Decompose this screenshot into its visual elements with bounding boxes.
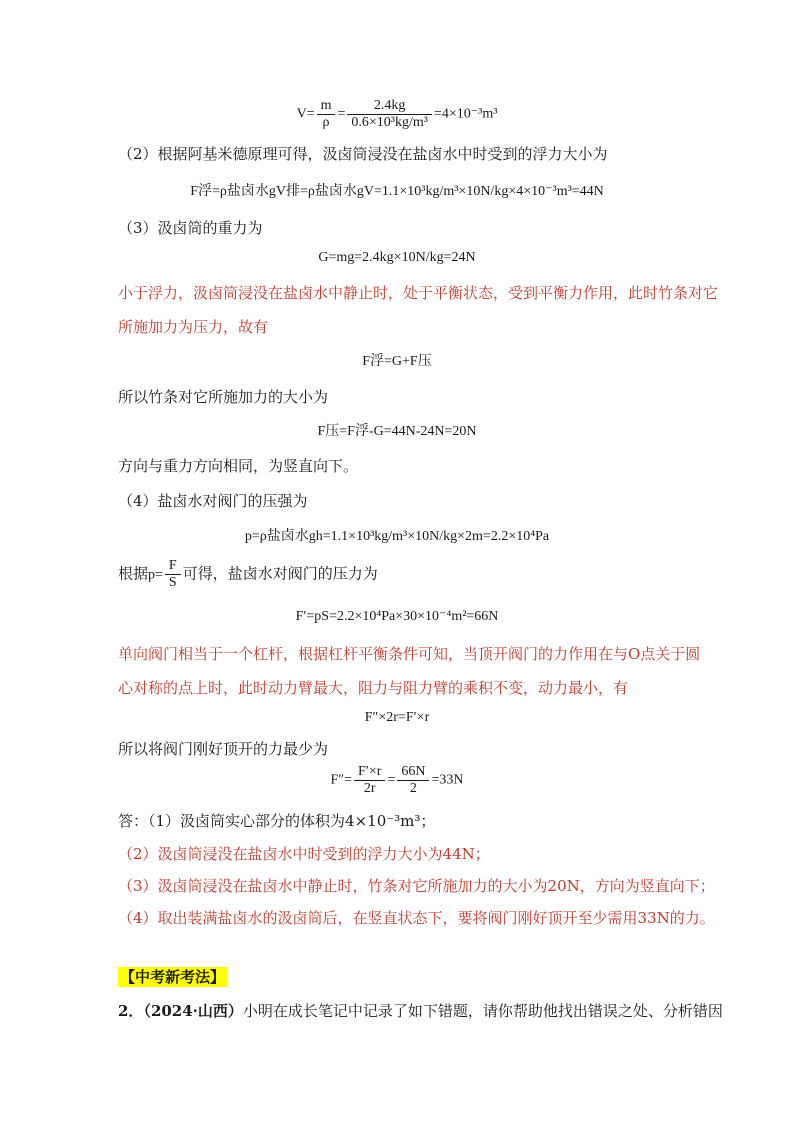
paragraph-6: 所以将阀门刚好顶开的力最少为 bbox=[118, 740, 329, 758]
step-3-text: （3）汲卤筒的重力为 bbox=[118, 219, 263, 237]
step-2-text: （2）根据阿基米德原理可得，汲卤筒浸没在盐卤水中时受到的浮力大小为 bbox=[118, 145, 608, 163]
answer-1: 答：（1）汲卤筒实心部分的体积为4×10⁻³m³； bbox=[118, 812, 436, 830]
equation-gravity: G=mg=2.4kg×10N/kg=24N bbox=[318, 250, 476, 265]
equation-balance: F浮=G+F压 bbox=[362, 354, 432, 369]
paragraph-3: 方向与重力方向相同，为竖直向下。 bbox=[118, 457, 359, 475]
question-2: 2．（2024·山西）小明在成长笔记中记录了如下错题，请你帮助他找出错误之处、分析错因 bbox=[118, 1002, 723, 1020]
equation-min-force: F″= $\frac{F'\times r}{2r}$ = $\frac{66N}{2}$ =33N bbox=[330, 764, 464, 796]
equation-volume: V= $\frac{m}{\rho}$ = $\frac{2.4kg}{\text{0.6×10³kg/m³}}$ =4×10⁻³m³ bbox=[296, 98, 498, 130]
answer-4: （4）取出装满盐卤水的汲卤筒后，在竖直状态下，要将阀门刚好顶开至少需用33N的力。 bbox=[118, 909, 715, 927]
paragraph-2: 所以竹条对它所施加力的大小为 bbox=[118, 388, 329, 406]
fraction-f-over-s: $\frac{F}{S}$ bbox=[165, 558, 181, 591]
equation-fprime: F′=pS=2.2×10⁴Pa×30×10⁻⁴m²=66N bbox=[295, 609, 499, 624]
fraction-m-over-rho: $\frac{m}{\rho}$ bbox=[317, 98, 336, 131]
fraction-66-over-2: $\frac{66N}{2}$ bbox=[397, 764, 429, 797]
fraction-values: $\frac{2.4kg}{\text{0.6×10³kg/m³}}$ bbox=[347, 98, 432, 131]
paragraph-1b: 所施加力为压力，故有 bbox=[118, 318, 269, 336]
answer-3: （3）汲卤筒浸没在盐卤水中静止时，竹条对它所施加力的大小为20N，方向为竖直向下； bbox=[118, 877, 715, 895]
step-4-text: （4）盐卤水对阀门的压强为 bbox=[118, 492, 308, 510]
paragraph-5a: 单向阀门相当于一个杠杆，根据杠杆平衡条件可知，当顶开阀门的力作用在与O点关于圆 bbox=[118, 645, 701, 663]
equation-pressure: p=ρ盐卤水gh=1.1×10³kg/m³×10N/kg×2m=2.2×10⁴Pa bbox=[244, 529, 550, 544]
section-tag: 【中考新考法】 bbox=[120, 968, 226, 986]
answer-2: （2）汲卤筒浸没在盐卤水中时受到的浮力大小为44N； bbox=[118, 845, 490, 863]
equation-lever: F″×2r=F′×r bbox=[364, 710, 430, 725]
equation-buoyancy: F浮=ρ盐卤水gV排=ρ盐卤水gV=1.1×10³kg/m³×10N/kg×4×10⁻³m³=44N bbox=[190, 184, 604, 199]
paragraph-1a: 小于浮力，汲卤筒浸没在盐卤水中静止时，处于平衡状态，受到平衡力作用，此时竹条对它 bbox=[118, 284, 719, 302]
paragraph-5b: 心对称的点上时，此时动力臂最大，阻力与阻力臂的乘积不变，动力最小，有 bbox=[118, 679, 629, 697]
equation-press-force: F压=F浮-G=44N-24N=20N bbox=[317, 424, 477, 439]
fraction-f-r-over-2r: $\frac{F'\times r}{2r}$ bbox=[354, 764, 385, 797]
paragraph-4: 根据p= $\frac{F}{S}$ 可得，盐卤水对阀门的压力为 bbox=[118, 558, 378, 590]
